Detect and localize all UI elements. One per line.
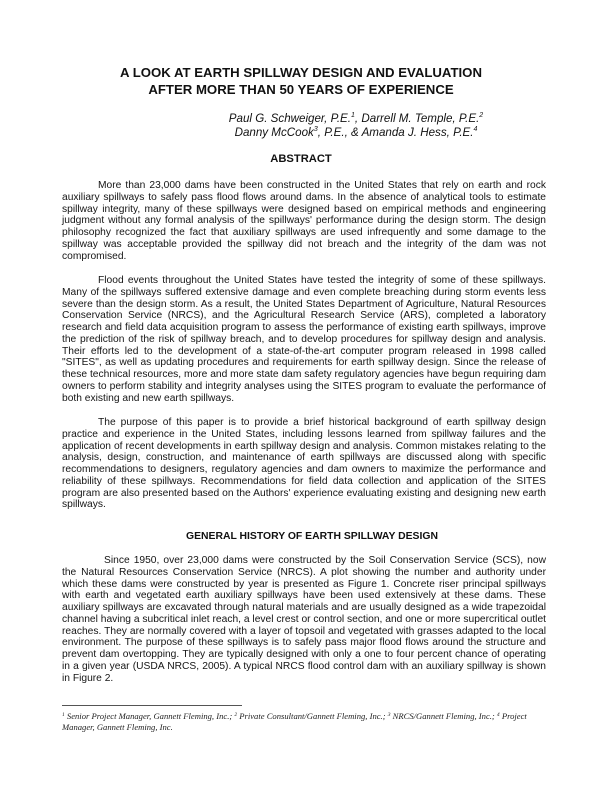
affiliation-mark: 3 [313,126,318,133]
footnote-text: Project Manager, Gannett Fleming, Inc. [62,711,527,732]
abstract-paragraph-1 [62,180,546,262]
footnote-text: Private Consultant/Gannett Fleming, Inc.; [237,711,388,721]
author-name: Paul G. Schweiger, P.E. [228,112,352,125]
title-line-1: A LOOK AT EARTH SPILLWAY DESIGN AND EVALUATION [120,65,482,80]
abstract-paragraph-3 [62,417,546,511]
footnote-divider [62,705,242,706]
footnote-mark: 4 [496,712,500,718]
section-heading: GENERAL HISTORY OF EARTH SPILLWAY DESIGN [186,531,438,542]
paragraph-text: Flood events throughout the United States have tested the integrity of some of these spillways. Many of the spillways suffered extensive damage and even complete breaching during storm events less severe than the design storm. As a result, the United States Department of Agriculture, Natural Resources Conservation Service (NRCS), and the Agricultural Research Service (ARS), completed a laboratory research and field data acquisition program to assess the performance of existing earth spillways, improve the prediction of the risk of spillway breach, and to develop procedures for spillway design and analysis. Their efforts led to the development of a state-of-the-art computer program released in 1998 called "SITES", as well as updating procedures and requirements for earth spillway design. Since the release of these technical resources, more and more state dam safety regulatory agencies have begun requiring dam owners to perform stability and integrity analyses using the SITES program to evaluate the performance of both existing and new earth spillways. [62,275,546,404]
affiliation-mark: 1 [351,112,355,119]
abstract-paragraph-2 [62,275,546,404]
title-line-2: AFTER MORE THAN 50 YEARS OF EXPERIENCE [148,82,454,97]
paper-title [0,64,602,98]
footnote-text: NRCS/Gannett Fleming, Inc.; [390,711,497,721]
author-name: Amanda J. Hess, P.E. [361,126,474,139]
footnote-text: Senior Project Manager, Gannett Fleming, Inc.; [64,711,235,721]
footnotes [62,711,532,733]
author-list [0,112,602,140]
affiliation-mark: 4 [473,126,478,133]
paragraph-text: More than 23,000 dams have been constructed in the United States that rely on earth and rock auxiliary spillways to safely pass flood flows around dams. In the absence of analytical tools to estimate spillway integrity, many of these spillways were designed based on empirical methods and engineering judgment without any formal analysis of the spillways' performance during the design storm. The design philosophy recognized the fact that auxiliary spillways are used infrequently and some damage to the spillway was acceptable provided the spillway did not breach and the integrity of the dam was not compromised. [62,180,546,262]
author-name: Darrell M. Temple, P.E. [361,112,480,125]
author-line-1 [0,112,602,126]
section-paragraph-1 [62,555,546,684]
author-line-2 [0,126,602,140]
affiliation-mark: 2 [479,112,484,119]
paragraph-text: Since 1950, over 23,000 dams were constructed by the Soil Conservation Service (SCS), now the Natural Resources Conservation Service (NRCS). A plot showing the number and authority under which these dams were constructed by year is presented as Figure 1. Concrete riser principal spillways with earth and vegetated earth auxiliary spillways have been used extensively at these dams. These auxiliary spillways are excavated through natural materials and are usually designed as a wide trapezoidal channel having a subcritical inlet reach, a level crest or control section, and one or more supercritical outlet reaches. They are normally covered with a layer of topsoil and vegetated with grasses adapted to the local environment. The purpose of these spillways is to safely pass major flood flows around the structure and prevent dam overtopping. They are typically designed with only a one to four percent chance of operating in a given year (USDA NRCS, 2005). A typical NRCS flood control dam with an auxiliary spillway is shown in Figure 2. [62,555,546,684]
footnote-mark: 2 [234,712,238,718]
author-separator: , P.E., & [317,126,362,139]
author-separator: , [354,112,362,125]
paragraph-text: The purpose of this paper is to provide a brief historical background of earth spillway design practice and experience in the United States, including lessons learned from spillway failures and the application of recent developments in earth spillway design and analysis. Common mistakes relating to the analysis, design, construction, and maintenance of earth spillways are discussed along with specific recommendations to designers, regulatory agencies and dam owners to maximize the performance and reliability of these spillways. Recommendations for field data collection and application of the SITES program are also presented based on the Authors' experience evaluating existing and designing new earth spillways. [62,417,546,511]
footnote-mark: 1 [62,712,65,718]
author-name: Danny McCook [234,126,314,139]
footnote-mark: 3 [387,712,391,718]
abstract-heading: ABSTRACT [270,153,332,165]
